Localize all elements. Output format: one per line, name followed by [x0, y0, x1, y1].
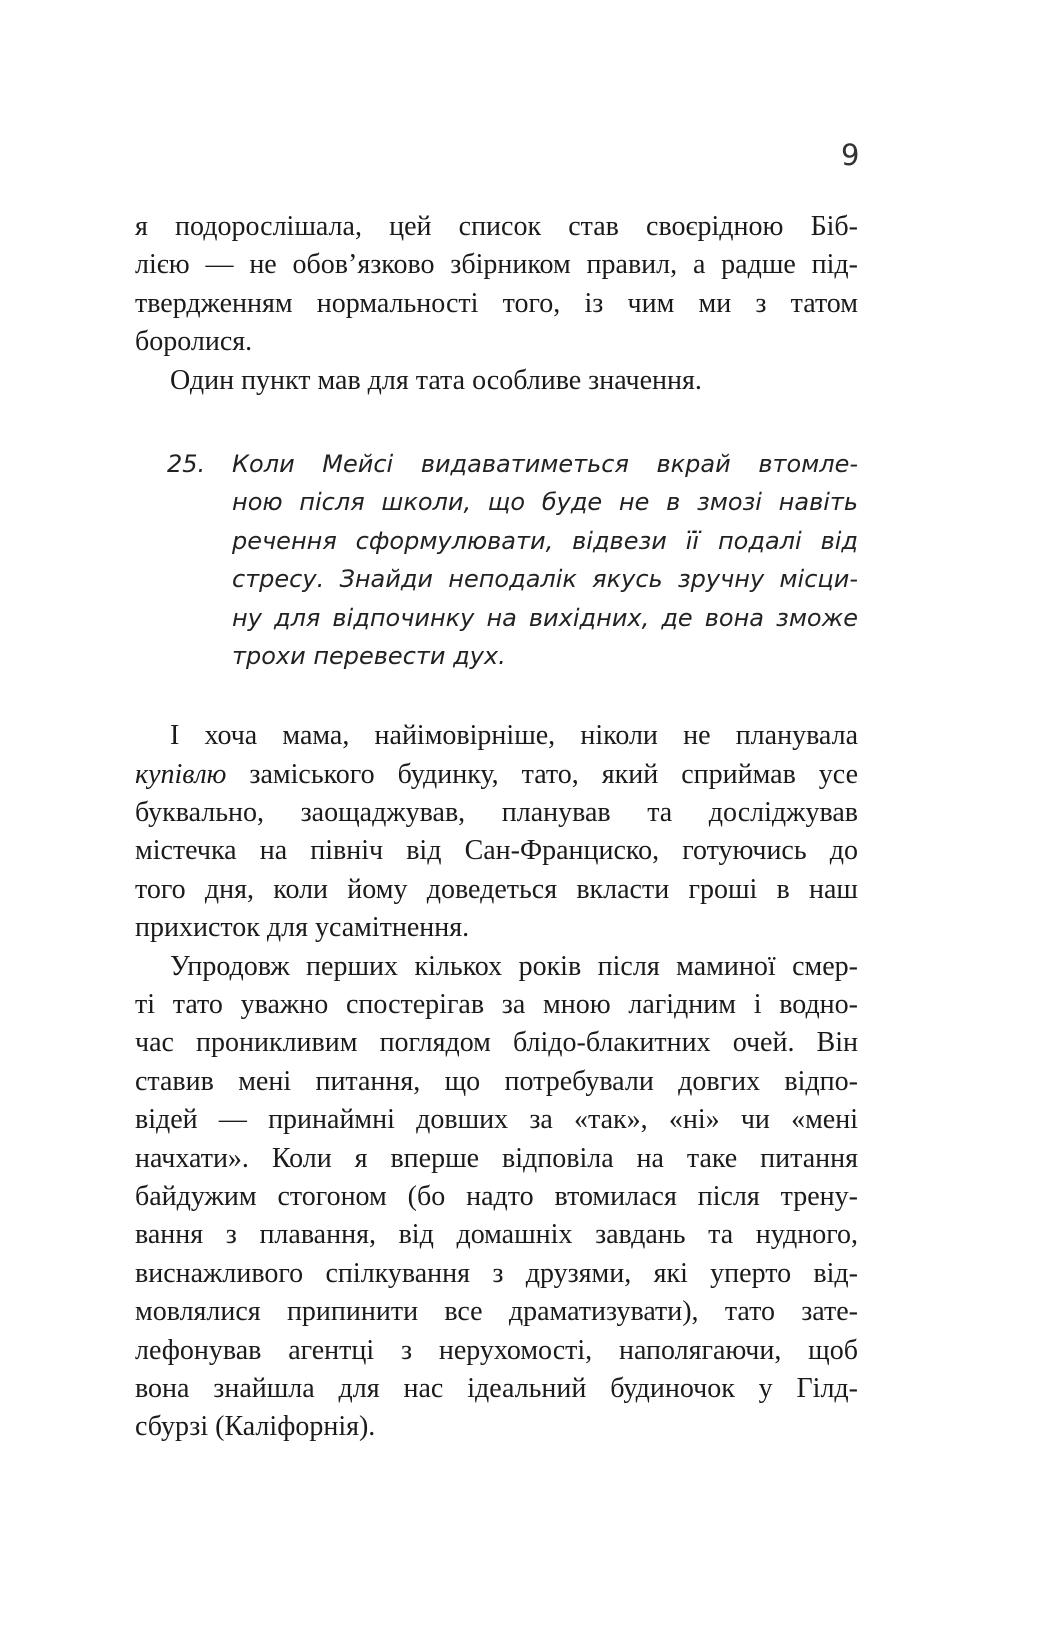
text-line: час проникливим поглядом блідо-блакитних очей. Він: [135, 1027, 858, 1059]
text-line: Один пункт мав для тата особливе значення.: [170, 364, 702, 396]
text-line: ті тато уважно спостерігав за мною лагідним і водно-: [135, 989, 858, 1021]
text-column: [135, 208, 858, 1447]
paragraph: [135, 717, 858, 947]
text-line: лефонував агентці з нерухомості, наполягаючи, щоб: [135, 1334, 858, 1366]
list-item-number: 25.: [167, 449, 206, 478]
text-line: трохи перевести дух.: [232, 641, 506, 670]
text-line: містечка на північ від Сан-Франциско, готуючись до: [135, 835, 858, 867]
text-line: твердженням нормальності того, із чим ми з татом: [135, 287, 858, 319]
emphasized-text: купівлю: [135, 758, 227, 790]
text-line: І хоча мама, найімовірніше, ніколи не планувала: [170, 720, 858, 752]
text-line: начхати». Коли я вперше відповіла на таке питання: [135, 1142, 858, 1174]
text-line: того дня, коли йому доведеться вкласти гроші в наш: [135, 873, 858, 905]
text-line: вання з плавання, від домашніх завдань та нудного,: [135, 1219, 858, 1251]
text-line: буквально, заощаджував, планував та досліджував: [135, 797, 858, 829]
text-line: виснажливого спілкування з друзями, які уперто від-: [135, 1257, 858, 1289]
text-line: стресу. Знайди неподалік якусь зручну місци-: [232, 565, 858, 594]
text-line: [135, 756, 858, 794]
text-line: сбурзі (Каліфорнія).: [135, 1411, 376, 1443]
text-line: байдужим стогоном (бо надто втомилася після трену-: [135, 1180, 858, 1212]
text-line: ну для відпочинку на вихідних, де вона зможе: [232, 603, 858, 632]
text-line: я подорослішала, цей список став своєрідною Біб-: [135, 211, 858, 242]
text-line: лією — не обов’язково збірником правил, а радше під-: [135, 249, 858, 281]
text-line: Упродовж перших кількох років після маминої смер-: [170, 950, 858, 982]
text-line: прихисток для усамітнення.: [135, 912, 470, 944]
text-line: мовлялися припинити все драматизувати), тато зате-: [135, 1296, 858, 1328]
text-line: боролися.: [135, 326, 253, 358]
page-number: 9: [841, 138, 860, 172]
text-segment: заміського будинку, тато, який сприймав усе: [226, 758, 858, 790]
paragraph: [135, 362, 858, 400]
text-line: ставив мені питання, що потребували довгих відпо-: [135, 1065, 858, 1097]
handwritten-list-item: [135, 445, 858, 675]
paragraph: [135, 208, 858, 362]
text-line: речення сформулювати, відвези її подалі від: [232, 526, 858, 555]
paragraph: [135, 948, 858, 1447]
text-line: відей — принаймні довших за «так», «ні» чи «мені: [135, 1104, 858, 1136]
text-line: Коли Мейсі видаватиметься вкрай втомле-: [232, 449, 858, 478]
text-line: вона знайшла для нас ідеальний будиночок у Гілд-: [135, 1372, 858, 1404]
text-line: ною після школи, що буде не в змозі навіть: [232, 488, 858, 517]
